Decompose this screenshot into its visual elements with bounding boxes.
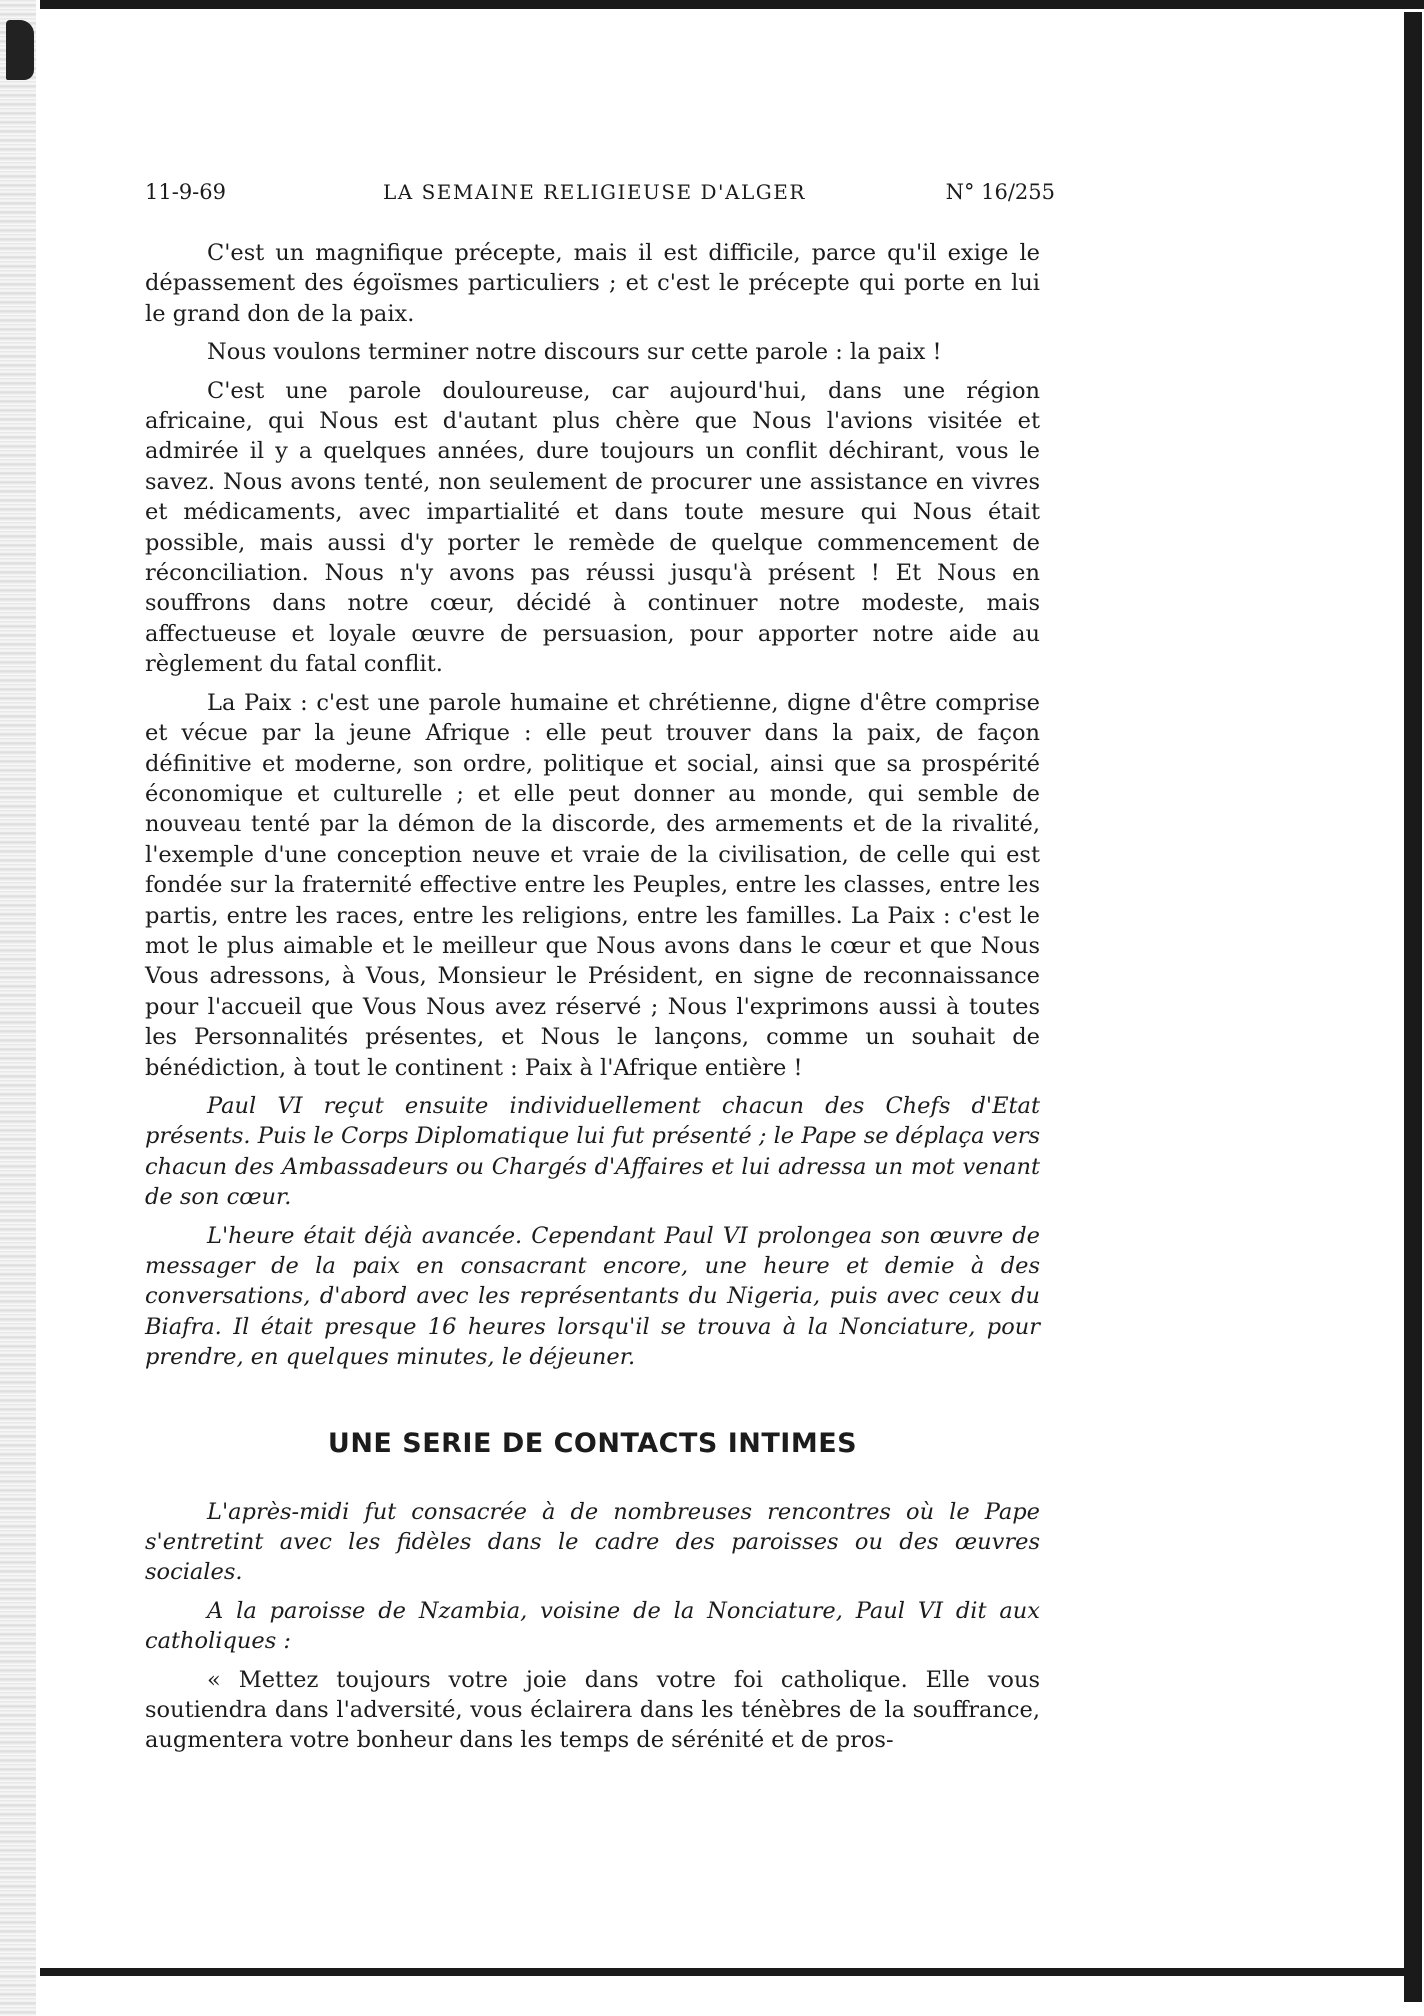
scan-smudge [6,20,34,80]
section-heading: UNE SERIE DE CONTACTS INTIMES [327,1427,858,1459]
italic-paragraph: A la paroisse de Nzambia, voisine de la Nonciature, Paul VI dit aux catholiques : [145,1597,1040,1655]
running-header [145,180,1055,210]
issue-number: N° 16/255 [945,180,1055,204]
paragraph: La Paix : c'est une parole humaine et chrétienne, digne d'être comprise et vécue par la jeune Afrique : elle peut trouver dans la paix, de façon définitive et moderne, son ordre, politique et social, ainsi que sa prospérité économique et culturelle ; et elle peut donner au monde, qui semble de nouveau tenté par la démon de la discorde, des armements et de la rivalité, l'exemple d'une conception neuve et vraie de la civilisation, de celle qui est fondée sur la fraternité effective entre les Peuples, entre les classes, entre les partis, entre les races, entre les religions, entre les familles. La Paix : c'est le mot le plus aimable et le meilleur que Nous avons dans le cœur et que Nous Vous adressons, à Vous, Monsieur le Président, en signe de reconnaissance pour l'accueil que Vous Nous avez réservé ; Nous l'exprimons aussi à toutes les Personnalités présentes, et Nous le lançons, comme un souhait de bénédiction, à tout le continent : Paix à l'Afrique entière ! [145,689,1040,1081]
italic-paragraph: L'après-midi fut consacrée à de nombreuses rencontres où le Pape s'entretint avec les fidèles dans le cadre des paroisses ou des œuvres sociales. [145,1498,1040,1586]
italic-paragraph: L'heure était déjà avancée. Cependant Paul VI prolongea son œuvre de messager de la paix en consacrant encore, une heure et demie à des conversations, d'abord avec les représentants du Nigeria, puis avec ceux du Biafra. Il était presque 16 heures lorsqu'il se trouva à la Nonciature, pour prendre, en quelques minutes, le déjeuner. [145,1222,1040,1371]
journal-title: LA SEMAINE RELIGIEUSE D'ALGER [383,180,806,204]
scan-edge-right [1404,12,1422,2002]
paragraph: C'est une parole douloureuse, car aujourd'hui, dans une région africaine, qui Nous est d'autant plus chère que Nous l'avions visitée et admirée il y a quelques années, dure toujours un conflit déchirant, vous le savez. Nous avons tenté, non seulement de procurer une assistance en vivres et médicaments, avec impartialité et dans toute mesure qui Nous était possible, mais aussi d'y porter le remède de quelque commencement de réconciliation. Nous n'y avons pas réussi jusqu'à présent ! Et Nous en souffrons dans notre cœur, décidé à continuer notre modeste, mais affectueuse et loyale œuvre de persuasion, pour apporter notre aide au règlement du fatal conflit. [145,377,1040,678]
italic-paragraph: Paul VI reçut ensuite individuellement chacun des Chefs d'Etat présents. Puis le Corps Diplomatique lui fut présenté ; le Pape se déplaça vers chacun des Ambassadeurs ou Chargés d'Affaires et lui adressa un mot venant de son cœur. [145,1092,1040,1211]
scan-edge-bottom [40,1968,1420,1976]
header-date: 11-9-69 [145,180,226,204]
paragraph: C'est un magnifique précepte, mais il est difficile, parce qu'il exige le dépassement des égoïsmes particuliers ; et c'est le précepte qui porte en lui le grand don de la paix. [145,240,1040,327]
scan-edge-left [0,0,36,2016]
article-body [145,238,1040,1764]
quote-paragraph: « Mettez toujours votre joie dans votre foi catholique. Elle vous soutiendra dans l'adversité, vous éclairera dans les ténèbres de la souffrance, augmentera votre bonheur dans les temps de sérénité et de pros- [145,1666,1040,1754]
paragraph: Nous voulons terminer notre discours sur cette parole : la paix ! [207,339,942,366]
scan-edge-top [40,0,1424,9]
